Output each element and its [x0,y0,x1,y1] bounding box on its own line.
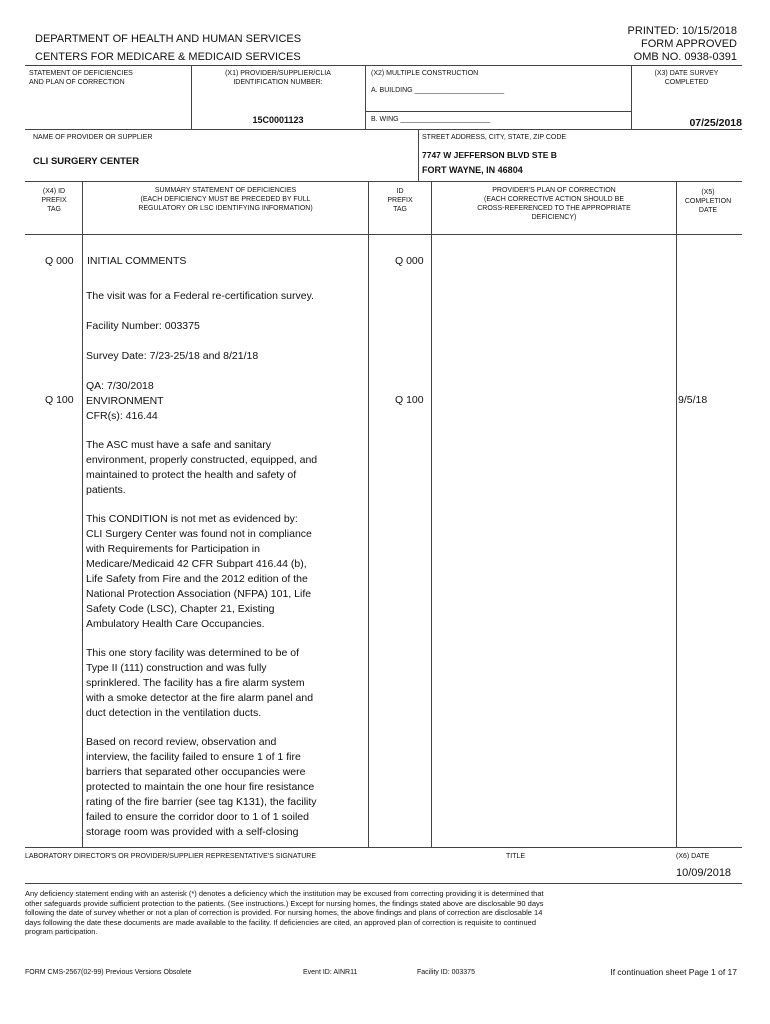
rule [25,65,742,66]
city-state-zip: FORT WAYNE, IN 46804 [422,165,523,175]
rule [418,129,419,181]
printed-date: PRINTED: 10/15/2018 [627,25,737,37]
signature-date: 10/09/2018 [676,867,732,879]
rule [676,181,677,847]
plan-header: PROVIDER'S PLAN OF CORRECTION (EACH CORRECTIVE ACTION SHOULD BE CROSS-REFERENCED TO THE APPROPRIATE DEFICIENCY) [477,187,631,221]
x6-label: (X6) DATE [676,853,710,860]
rule [365,65,366,129]
rule [25,234,742,235]
rule [25,181,742,182]
paragraph: ENVIRONMENT CFR(s): 416.44 [86,395,164,422]
building-label: A. BUILDING _______________________ [371,87,505,94]
omb-number: OMB NO. 0938-0391 [633,51,737,63]
paragraph: This one story facility was determined to be of Type II (111) construction and was fully sprinklered. The facility has a fire alarm system with a smoke detector at the fire alarm panel and duct detection in the ventilation ducts. [86,647,314,719]
paragraph: Survey Date: 7/23-25/18 and 8/21/18 [86,350,259,362]
department-name: DEPARTMENT OF HEALTH AND HUMAN SERVICES [35,33,302,45]
tag-q000-right: Q 000 [395,255,424,267]
rule [25,883,742,884]
event-id: Event ID: AINR11 [303,969,358,976]
paragraph: QA: 7/30/2018 [86,380,154,392]
page-indicator: If continuation sheet Page 1 of 17 [610,967,737,977]
signature-label: LABORATORY DIRECTOR'S OR PROVIDER/SUPPLIER REPRESENTATIVE'S SIGNATURE [25,853,317,860]
rule [25,129,742,130]
rule [431,181,432,847]
title-label: TITLE [506,853,526,860]
rule [82,181,83,847]
tag-q100-right: Q 100 [395,394,424,406]
tag-q100: Q 100 [45,394,74,406]
disclaimer: Any deficiency statement ending with an asterisk (*) denotes a deficiency which the institution may be excused from correcting providing it is determined that other safeguards provide sufficient protection to the patients. (See instructions.) Except for nursing homes, the findings stated above are disclosable 90 days following the date of survey whether or not a plan of correction is provided. For nursing homes, the above findings and plans of correction are disclosable 14 days following the date these documents are made available to the facility. If deficiencies are cited, an approved plan of correction is requisite to continued program participation. [25,889,544,936]
form-approved: FORM APPROVED [641,38,737,50]
rule [368,181,369,847]
paragraph: Facility Number: 003375 [86,320,200,332]
rule [25,847,742,848]
form-number: FORM CMS-2567(02-99) Previous Versions Obsolete [25,969,192,976]
x5-header: (X5) COMPLETION DATE [684,189,732,214]
statement-label: STATEMENT OF DEFICIENCIES AND PLAN OF CORRECTION [29,70,133,86]
wing-label: B. WING _______________________ [371,116,491,123]
id-prefix-header: ID PREFIX TAG [387,188,413,213]
clia-number: 15C0001123 [252,115,304,125]
x1-label: (X1) PROVIDER/SUPPLIER/CLIA IDENTIFICATION NUMBER: [225,70,331,86]
paragraph: Based on record review, observation and interview, the facility failed to ensure 1 of 1 fire barriers that separated other occupancies were protected to maintain the one hour fire resistance rating of the fire barrier (see tag K131), the facility failed to ensure the corridor door to 1 of 1 soiled storage room was provided with a self-closing [86,736,317,838]
provider-name-label: NAME OF PROVIDER OR SUPPLIER [33,134,153,141]
x2-label: (X2) MULTIPLE CONSTRUCTION [371,70,479,77]
facility-id: Facility ID: 003375 [417,969,475,976]
entry-title: INITIAL COMMENTS [87,255,187,267]
paragraph: This CONDITION is not met as evidenced by: CLI Surgery Center was found not in compliance with Requirements for Participation in Medicare/Medicaid 42 CFR Subpart 416.44 (b), Life Safety from Fire and the 2012 edition of the National Protection Association (NFPA) 101, Life Safety Code (LSC), Chapter 21, Existing Ambulatory Health Care Occupancies. [86,513,312,630]
paragraph: The visit was for a Federal re-certification survey. [86,290,314,302]
deficiency-text [86,289,368,840]
completion-date: 9/5/18 [678,394,708,406]
paragraph: The ASC must have a safe and sanitary environment, properly constructed, equipped, and maintained to protect the health and safety of patients. [86,439,318,496]
x3-label: (X3) DATE SURVEY COMPLETED [654,70,719,86]
address-label: STREET ADDRESS, CITY, STATE, ZIP CODE [422,134,567,141]
rule [365,111,631,112]
provider-name: CLI SURGERY CENTER [33,156,140,167]
survey-completed-date: 07/25/2018 [689,117,742,129]
street-address: 7747 W JEFFERSON BLVD STE B [422,150,557,160]
tag-q000: Q 000 [45,255,74,267]
summary-header: SUMMARY STATEMENT OF DEFICIENCIES (EACH DEFICIENCY MUST BE PRECEDED BY FULL REGULATORY OR LSC IDENTIFYING INFORMATION) [138,187,313,212]
agency-name: CENTERS FOR MEDICARE & MEDICAID SERVICES [35,51,301,63]
x4-header: (X4) ID PREFIX TAG [41,188,67,213]
